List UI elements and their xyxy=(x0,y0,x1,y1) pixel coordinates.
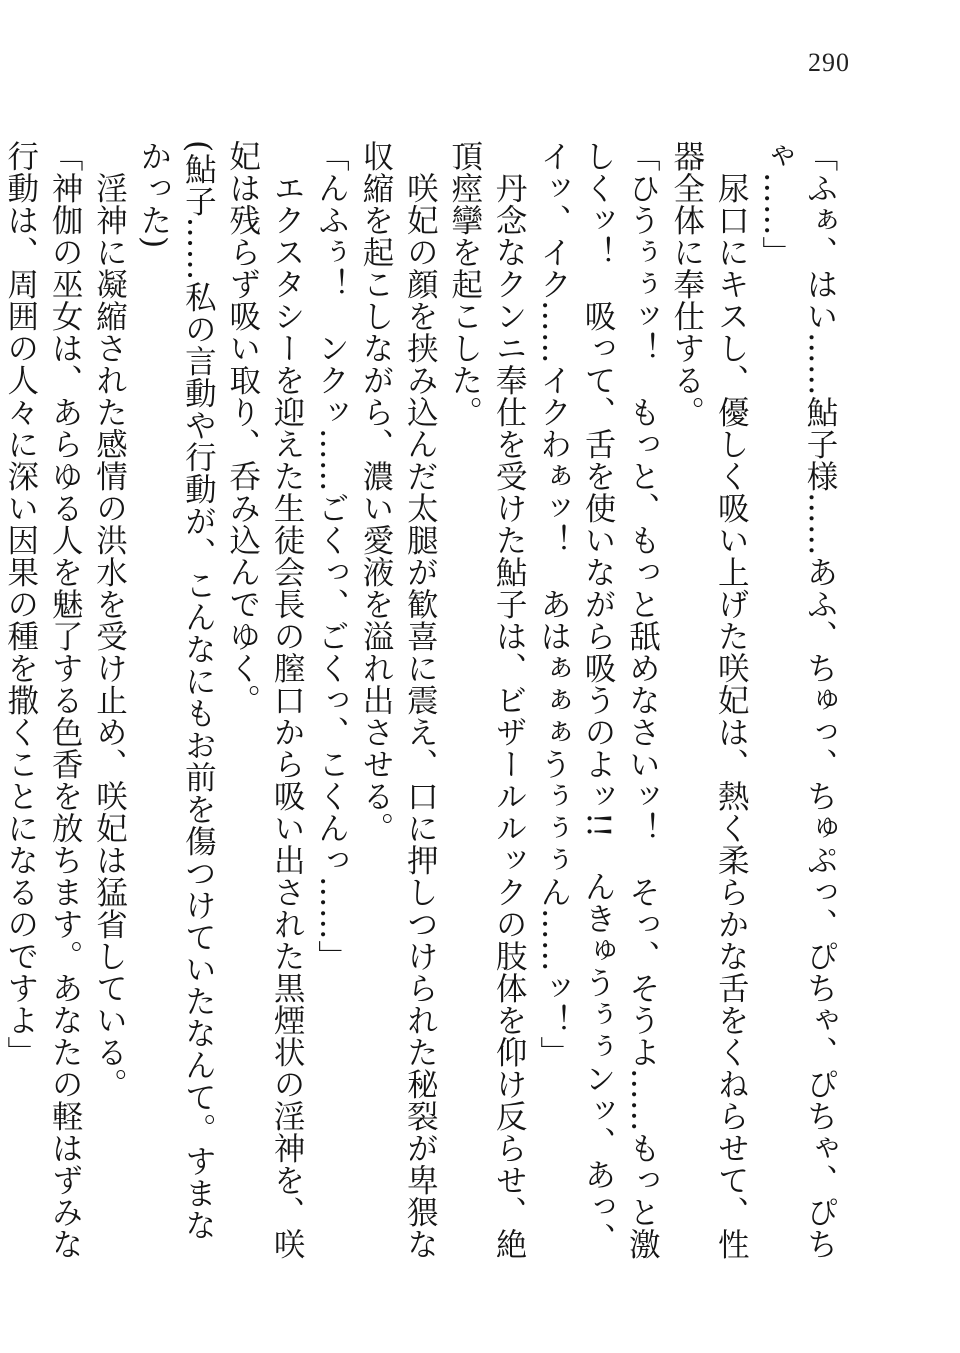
paragraph: (鮎子……私の言動や行動が、こんなにもお前を傷つけていたなんて。すまなかった) xyxy=(135,140,217,1241)
paragraph: 咲妃の顔を挟み込んだ太腿が歓喜に震え、口に押しつけられた秘裂が卑猥な収縮を起こしながら、濃い愛液を溢れ出させる。 xyxy=(357,140,439,1260)
paragraph: エクスタシーを迎えた生徒会長の膣口から吸い出された黒煙状の淫神を、咲妃は残らず吸い取り、呑み込んでゆく。 xyxy=(224,140,306,1260)
paragraph: 尿口にキスし、優しく吸い上げた咲妃は、熱く柔らかな舌をくねらせて、性器全体に奉仕する。 xyxy=(668,140,750,1260)
paragraph: 丹念なクンニ奉仕を受けた鮎子は、ビザールルックの肢体を仰け反らせ、絶頂痙攣を起こした。 xyxy=(446,140,528,1260)
paragraph: 「ふぁ、はい……鮎子様……あふ、ちゅっ、ちゅぷっ、ぴちゃ、ぴちゃ、ぴちゃ……」 xyxy=(757,140,838,1260)
paragraph: 「ひうぅぅッ！ もっと、もっと舐めなさいッ！ そっ、そうよ……もっと激しくッ！ 吸って、舌を使いながら吸うのよッ!! んきゅうぅぅンッ、あっ、イッ、イク……イクわぁッ！ あはぁぁぁうぅぅぅん……ッ！」 xyxy=(535,140,661,1260)
paragraph: 「神伽の巫女は、あらゆる人を魅了する色香を放ちます。あなたの軽はずみな行動は、周囲の人々に深い因果の種を撒くことになるのですよ」 xyxy=(2,140,84,1260)
page-number: 290 xyxy=(808,48,850,77)
paragraph: 「んふぅ！ ンクッ……ごくっ、ごくっ、こくんっ……」 xyxy=(313,140,350,972)
paragraph: 淫神に凝縮された感情の洪水を受け止め、咲妃は猛省している。 xyxy=(91,171,128,1100)
vertical-body-text xyxy=(0,140,842,1260)
